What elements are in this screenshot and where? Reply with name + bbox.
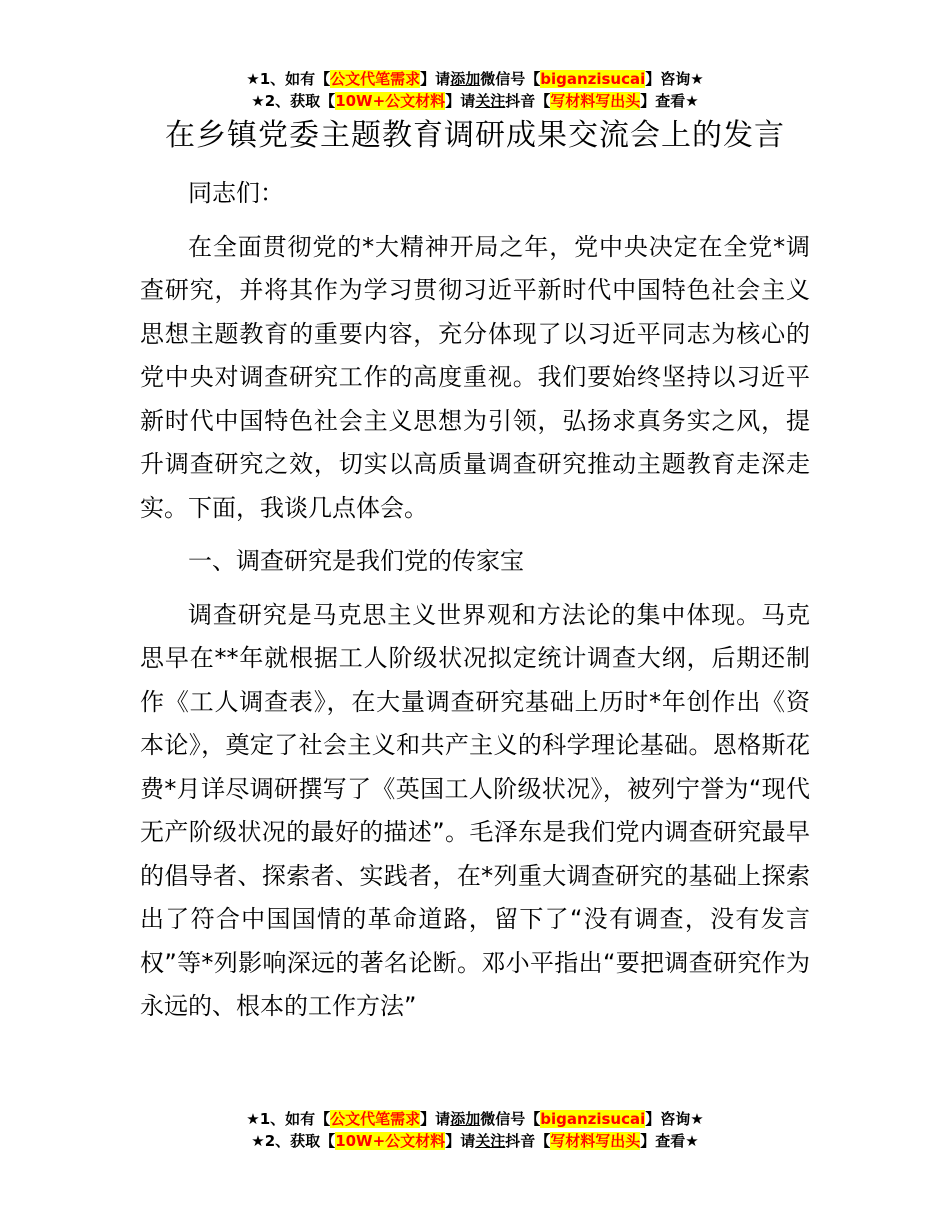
douyin-highlight: 写材料写出头 <box>550 1132 641 1150</box>
section-heading: 一、调查研究是我们党的传家宝 <box>188 547 524 575</box>
wechat-id-highlight: biganzisucai <box>540 1110 646 1128</box>
douyin-highlight: 写材料写出头 <box>550 92 641 110</box>
bottom-banner-line-1: ★1、如有【公文代笔需求】请添加微信号【biganzisucai】咨询★ <box>246 1110 704 1128</box>
top-banner-line-1: ★1、如有【公文代笔需求】请添加微信号【biganzisucai】咨询★ <box>246 70 704 88</box>
service-highlight: 公文代笔需求 <box>330 1110 421 1128</box>
document-title: 在乡镇党委主题教育调研成果交流会上的发言 <box>165 118 785 153</box>
materials-highlight: 10W+公文材料 <box>335 1132 446 1150</box>
top-banner <box>0 68 950 112</box>
document-body <box>140 172 810 1039</box>
bottom-banner <box>0 1108 950 1152</box>
materials-highlight: 10W+公文材料 <box>335 92 446 110</box>
service-highlight: 公文代笔需求 <box>330 70 421 88</box>
wechat-id-highlight: biganzisucai <box>540 70 646 88</box>
bottom-banner-line-2: ★2、获取【10W+公文材料】请关注抖音【写材料写出头】查看★ <box>251 1132 699 1150</box>
paragraph-intro: 在全面贯彻党的*大精神开局之年，党中央决定在全党*调查研究，并将其作为学习贯彻习近平新时代中国特色社会主义思想主题教育的重要内容，充分体现了以习近平同志为核心的党中央对调查研究工作的高度重视。我们要始终坚持以习近平新时代中国特色社会主义思想为引领，弘扬求真务实之风，提升调查研究之效，切实以高质量调查研究推动主题教育走深走实。下面，我谈几点体会。 <box>140 232 810 522</box>
paragraph-section-1: 调查研究是马克思主义世界观和方法论的集中体现。马克思早在**年就根据工人阶级状况拟定统计调查大纲，后期还制作《工人调查表》，在大量调查研究基础上历时*年创作出《资本论》，奠定了社会主义和共产主义的科学理论基础。恩格斯花费*月详尽调研撰写了《英国工人阶级状况》，被列宁誉为“现代无产阶级状况的最好的描述”。毛泽东是我们党内调查研究最早的倡导者、探索者、实践者，在*列重大调查研究的基础上探索出了符合中国国情的革命道路，留下了“没有调查，没有发言权”等*列影响深远的著名论断。邓小平指出“要把调查研究作为永远的、根本的工作方法” <box>140 600 810 1020</box>
salutation: 同志们： <box>188 179 284 207</box>
top-banner-line-2: ★2、获取【10W+公文材料】请关注抖音【写材料写出头】查看★ <box>251 92 699 110</box>
